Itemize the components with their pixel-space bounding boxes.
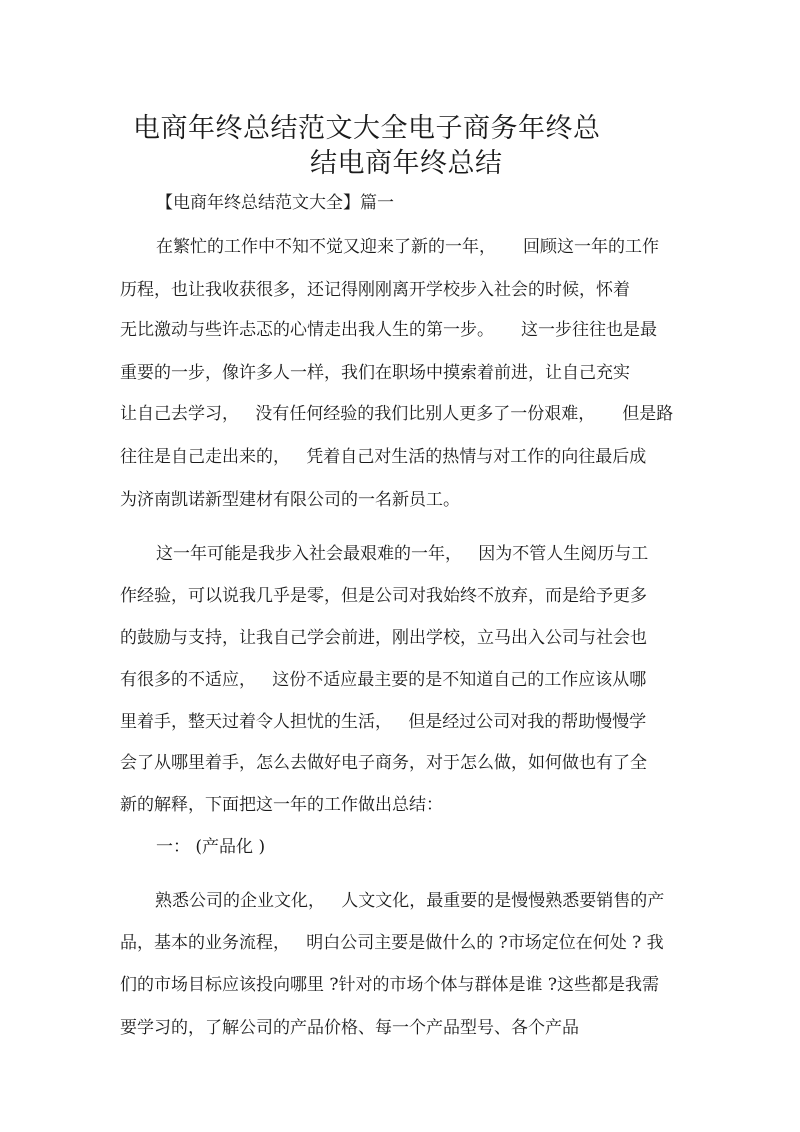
paragraph-2-line-3: 的鼓励与支持，让我自己学会前进，刚出学校，立马出入公司与社会也 bbox=[120, 628, 647, 648]
paragraph-1-line-5: 让自己去学习， 没有任何经验的我们比别人更多了一份艰难， 但是路 bbox=[120, 404, 674, 424]
paragraph-2-line-4: 有很多的不适应， 这份不适应最主要的是不知道自己的工作应该从哪 bbox=[120, 670, 647, 690]
paragraph-1-line-2: 历程，也让我收获很多，还记得刚刚离开学校步入社会的时候，怀着 bbox=[120, 280, 630, 300]
paragraph-3-line-2: 品，基本的业务流程， 明白公司主要是做什么的 ?市场定位在何处 ? 我 bbox=[120, 933, 664, 953]
paragraph-2-line-5: 里着手，整天过着令人担忧的生活， 但是经过公司对我的帮助慢慢学 bbox=[120, 712, 647, 732]
paragraph-1-line-7: 为济南凯诺新型建材有限公司的一名新员工。 bbox=[120, 490, 460, 510]
paragraph-1-line-6: 往往是自己走出来的， 凭着自己对生活的热情与对工作的向往最后成 bbox=[120, 447, 647, 467]
paragraph-2-line-2: 作经验，可以说我几乎是零，但是公司对我始终不放弃，而是给予更多 bbox=[120, 586, 647, 606]
paragraph-1-line-3: 无比激动与些许忐忑的心情走出我人生的第一步。 这一步往往也是最 bbox=[120, 320, 658, 340]
paragraph-3-line-1: 熟悉公司的企业文化， 人文文化，最重要的是慢慢熟悉要销售的产 bbox=[155, 891, 665, 911]
paragraph-3-line-3: 们的市场目标应该投向哪里 ?针对的市场个体与群体是谁 ?这些都是我需 bbox=[120, 975, 660, 995]
document-title-line-1: 电商年终总结范文大全电子商务年终总 bbox=[133, 113, 601, 144]
document-title-line-2: 结电商年终总结 bbox=[310, 148, 503, 179]
paragraph-2-line-7: 新的解释，下面把这一年的工作做出总结： bbox=[120, 795, 443, 815]
subheading: 一： (产品化 ) bbox=[156, 837, 266, 857]
paragraph-3-line-4: 要学习的，了解公司的产品价格、每一个产品型号、各个产品 bbox=[120, 1018, 579, 1038]
paragraph-2-line-6: 会了从哪里着手，怎么去做好电子商务，对于怎么做，如何做也有了全 bbox=[120, 753, 647, 773]
paragraph-1-line-4: 重要的一步，像许多人一样，我们在职场中摸索着前进，让自己充实 bbox=[120, 363, 630, 383]
paragraph-1-line-1: 在繁忙的工作中不知不觉又迎来了新的一年， 回顾这一年的工作 bbox=[156, 237, 660, 257]
paragraph-2-line-1: 这一年可能是我步入社会最艰难的一年， 因为不管人生阅历与工 bbox=[156, 544, 649, 564]
section-heading: 【电商年终总结范文大全】篇一 bbox=[156, 193, 394, 213]
